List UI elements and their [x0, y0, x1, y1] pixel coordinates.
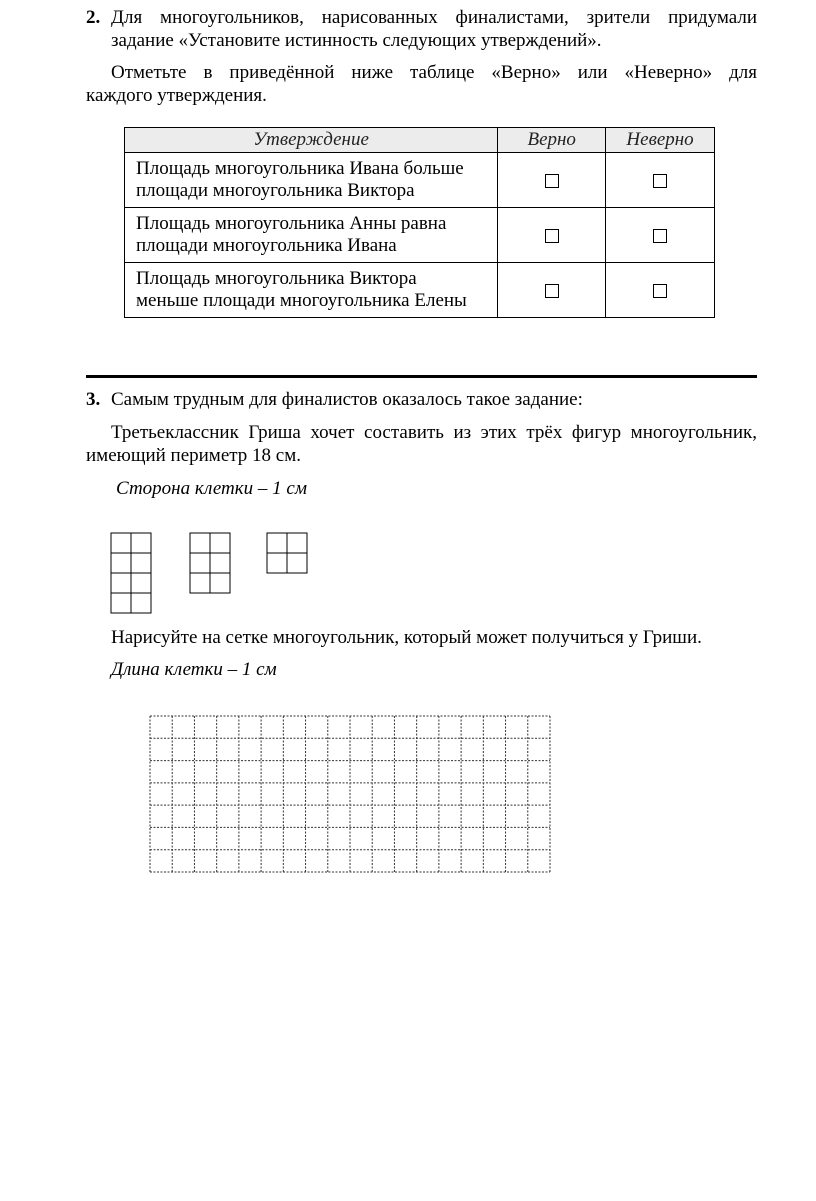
header-statement: Утверждение: [125, 128, 498, 153]
draw-instruction: Нарисуйте на сетке многоугольник, который может получиться у Гриши.: [111, 627, 702, 648]
task2-question-line1: Для многоугольников, нарисованных финалистами, зрители придумали: [111, 7, 757, 28]
statement-line: площади многоугольника Ивана: [136, 235, 397, 256]
task3-number: 3.: [86, 389, 101, 410]
task3-paragraph-line1: Третьеклассник Гриша хочет составить из этих трёх фигур многоугольник,: [111, 422, 757, 443]
figure-3: [267, 533, 307, 573]
figure-cell: [190, 573, 210, 593]
header-false: Неверно: [606, 128, 715, 153]
figure-cell: [111, 573, 131, 593]
figure-2: [190, 533, 230, 593]
statement-line: площади многоугольника Виктора: [136, 180, 415, 201]
header-true: Верно: [498, 128, 606, 153]
statement-line: Площадь многоугольника Анны равна: [136, 213, 447, 234]
figure-cell: [131, 593, 151, 613]
figure-cell: [267, 533, 287, 553]
figure-cell: [210, 573, 230, 593]
figure-cell: [210, 553, 230, 573]
figure-cell: [111, 533, 131, 553]
statement-line: меньше площади многоугольника Елены: [136, 290, 467, 311]
figure-cell: [287, 533, 307, 553]
task3-paragraph-line2: имеющий периметр 18 см.: [86, 445, 302, 466]
figure-cell: [131, 553, 151, 573]
figure-cell: [287, 553, 307, 573]
figure-cell: [210, 533, 230, 553]
cell-side-note: Сторона клетки – 1 см: [116, 478, 307, 499]
figure-1: [111, 533, 151, 613]
figure-cell: [131, 573, 151, 593]
task3-question: Самым трудным для финалистов оказалось такое задание:: [111, 389, 583, 410]
figure-cell: [111, 553, 131, 573]
task2-instruction-line2: каждого утверждения.: [86, 85, 267, 106]
figure-cell: [111, 593, 131, 613]
task2-question-line2: задание «Установите истинность следующих утверждений».: [111, 30, 602, 51]
answer-grid[interactable]: [149, 715, 551, 873]
figure-cell: [190, 533, 210, 553]
figure-cell: [190, 553, 210, 573]
figure-cell: [131, 533, 151, 553]
statement-line: Площадь многоугольника Виктора: [136, 268, 417, 289]
grid-cell-note: Длина клетки – 1 см: [111, 659, 277, 680]
figure-cell: [267, 553, 287, 573]
statement-line: Площадь многоугольника Ивана больше: [136, 158, 464, 179]
task2-instruction-line1: Отметьте в приведённой ниже таблице «Верно» или «Неверно» для: [111, 62, 757, 83]
task2-number: 2.: [86, 7, 101, 28]
